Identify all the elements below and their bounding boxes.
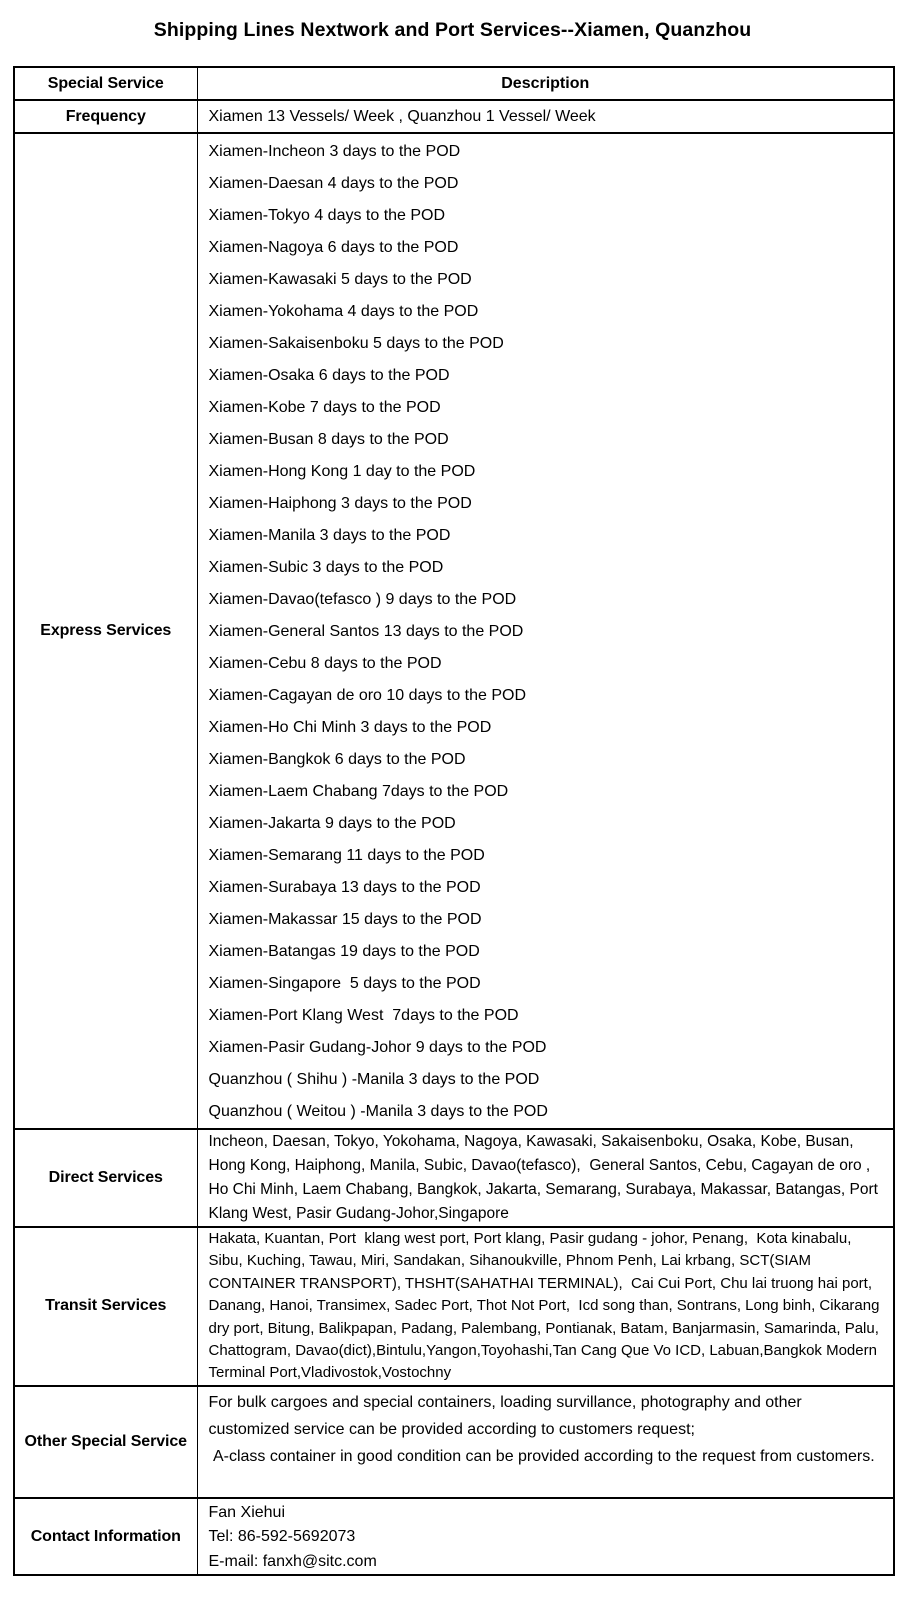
- text-line: Xiamen-Osaka 6 days to the POD: [208, 367, 450, 384]
- text-line: Xiamen-Yokohama 4 days to the POD: [208, 303, 479, 320]
- contact-information-label: Contact Information: [14, 1498, 197, 1576]
- header-description: Description: [197, 67, 894, 100]
- express-services-lines: [197, 133, 894, 1129]
- page-title: Shipping Lines Nextwork and Port Services--Xiamen, Quanzhou: [153, 19, 752, 41]
- text-line: Xiamen-Daesan 4 days to the POD: [208, 175, 459, 192]
- other-special-service-label: Other Special Service: [14, 1386, 197, 1498]
- text-line: Xiamen-Laem Chabang 7days to the POD: [208, 783, 509, 800]
- direct-services-row: [14, 1129, 894, 1227]
- text-line: Fan Xiehui: [208, 1503, 285, 1521]
- contact-information-lines: [197, 1498, 894, 1576]
- direct-services-text: Incheon, Daesan, Tokyo, Yokohama, Nagoya, Kawasaki, Sakaisenboku, Osaka, Kobe, Busan, Hong Kong, Haiphong, Manila, Subic, Davao(tefasco), General Santos, Cebu, Cagayan de oro , Ho Chi Minh, Laem Chabang, Bangkok, Jakarta, Semarang, Surabaya, Makassar, Batangas, Port Klang West, Pasir Gudang-Johor,Singapore: [197, 1129, 894, 1227]
- text-line: Xiamen-Ho Chi Minh 3 days to the POD: [208, 719, 492, 736]
- text-line: Xiamen-Subic 3 days to the POD: [208, 559, 444, 576]
- text-line: Tel: 86-592-5692073: [208, 1528, 356, 1546]
- text-line: Xiamen-Batangas 19 days to the POD: [208, 943, 480, 960]
- text-line: Xiamen-Davao(tefasco ) 9 days to the POD: [208, 591, 517, 608]
- contact-information-row: [14, 1498, 894, 1576]
- text-line: Xiamen-Manila 3 days to the POD: [208, 527, 451, 544]
- text-line: Xiamen-Incheon 3 days to the POD: [208, 143, 461, 160]
- direct-services-label: Direct Services: [14, 1129, 197, 1227]
- header-special-service: Special Service: [14, 67, 197, 100]
- text-line: Xiamen-Bangkok 6 days to the POD: [208, 751, 466, 768]
- services-table: [13, 66, 895, 1576]
- text-line: Xiamen-Sakaisenboku 5 days to the POD: [208, 335, 504, 352]
- text-line: Xiamen-Pasir Gudang-Johor 9 days to the POD: [208, 1039, 547, 1056]
- frequency-row: [14, 100, 894, 133]
- text-line: Xiamen-Semarang 11 days to the POD: [208, 847, 485, 864]
- frequency-value: Xiamen 13 Vessels/ Week , Quanzhou 1 Vessel/ Week: [197, 100, 894, 133]
- text-line: Quanzhou ( Shihu ) -Manila 3 days to the POD: [208, 1071, 540, 1088]
- text-line: Xiamen-Singapore 5 days to the POD: [208, 975, 481, 992]
- text-line: Quanzhou ( Weitou ) -Manila 3 days to the POD: [208, 1103, 548, 1120]
- other-special-service-text: [197, 1386, 894, 1498]
- text-line: Xiamen-Hong Kong 1 day to the POD: [208, 463, 476, 480]
- frequency-label: Frequency: [14, 100, 197, 133]
- text-line: Xiamen-Busan 8 days to the POD: [208, 431, 449, 448]
- other-special-service-row: [14, 1386, 894, 1498]
- text-line: Xiamen-Makassar 15 days to the POD: [208, 911, 482, 928]
- text-line: Xiamen-Surabaya 13 days to the POD: [208, 879, 481, 896]
- text-line: Xiamen-Cagayan de oro 10 days to the POD: [208, 687, 527, 704]
- transit-services-text: Hakata, Kuantan, Port klang west port, Port klang, Pasir gudang - johor, Penang, Kota kinabalu, Sibu, Kuching, Tawau, Miri, Sandakan, Sihanoukville, Phnom Penh, Lai krbang, SCT(SIAM CONTAINER TRANSPORT), THSHT(SAHATHAI TERMINAL), Cai Cui Port, Chu lai truong hai port, Danang, Hanoi, Transimex, Sadec Port, Thot Not Port, Icd song than, Sontrans, Long binh, Cikarang dry port, Bitung, Balikpapan, Padang, Palembang, Pontianak, Batam, Banjarmasin, Samarinda, Palu, Chattogram, Davao(dict),Bintulu,Yangon,Toyohashi,Tan Cang Que Vo ICD, Labuan,Bangkok Modern Terminal Port,Vladivostok,Vostochny: [197, 1227, 894, 1386]
- express-services-label: Express Services: [14, 133, 197, 1129]
- express-services-row: [14, 133, 894, 1129]
- text-line: A-class container in good condition can be provided according to the request from customers.: [208, 1447, 875, 1465]
- transit-services-row: [14, 1227, 894, 1386]
- text-line: Xiamen-Cebu 8 days to the POD: [208, 655, 442, 672]
- text-line: Xiamen-Port Klang West 7days to the POD: [208, 1007, 519, 1024]
- transit-services-label: Transit Services: [14, 1227, 197, 1386]
- text-line: Xiamen-Haiphong 3 days to the POD: [208, 495, 472, 512]
- text-line: For bulk cargoes and special containers, loading survillance, photography and other customized service can be provided according to customers request;: [208, 1393, 807, 1438]
- text-line: Xiamen-Tokyo 4 days to the POD: [208, 207, 446, 224]
- text-line: Xiamen-Nagoya 6 days to the POD: [208, 239, 459, 256]
- text-line: Xiamen-Jakarta 9 days to the POD: [208, 815, 456, 832]
- text-line: E-mail: fanxh@sitc.com: [208, 1552, 377, 1570]
- text-line: Xiamen-Kobe 7 days to the POD: [208, 399, 441, 416]
- text-line: Xiamen-Kawasaki 5 days to the POD: [208, 271, 472, 288]
- text-line: Xiamen-General Santos 13 days to the POD: [208, 623, 524, 640]
- table-header-row: [14, 67, 894, 100]
